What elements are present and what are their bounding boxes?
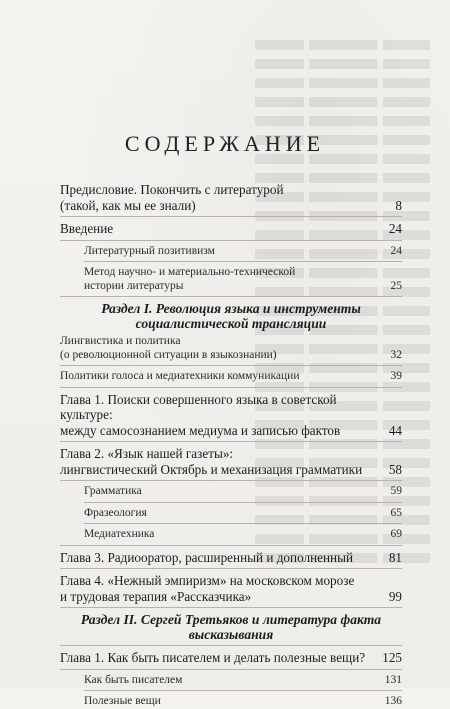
toc-subentry: Метод научно- и материально-технической истории литературы 25 [84, 266, 402, 292]
toc-entry-chapter: Глава 1. Поиски совершенного языка в советской культуре: между самосознанием медиума и записью фактов 44 [60, 391, 402, 438]
divider [60, 441, 402, 442]
divider [84, 502, 402, 503]
divider [84, 523, 402, 524]
divider [60, 545, 402, 546]
divider [84, 690, 402, 691]
toc-page-number: 44 [388, 422, 402, 438]
toc-page-number: 24 [388, 221, 402, 236]
toc-subentry: Лингвистика и политика (о революционной ситуации в языкознании) 32 [60, 335, 402, 361]
toc-subentry: Полезные вещи 136 [84, 695, 402, 707]
divider [60, 480, 402, 481]
divider [60, 607, 402, 608]
toc-entry-chapter: Глава 2. «Язык нашей газеты»: лингвистический Октябрь и механизация грамматики 58 [60, 446, 402, 477]
toc-subentry: Политики голоса и медиатехники коммуникации 39 [60, 370, 402, 382]
toc-page-number: 32 [390, 348, 402, 361]
toc-page-number: 136 [384, 695, 402, 707]
toc-page-number: 39 [390, 370, 402, 382]
toc-page-number: 99 [388, 588, 402, 604]
toc-page-number: 81 [388, 549, 402, 565]
divider [84, 261, 402, 262]
divider [60, 645, 402, 646]
toc-page-number: 69 [390, 528, 402, 540]
toc-page-number: 59 [390, 485, 402, 497]
table-of-contents [60, 182, 402, 709]
toc-entry-preface [60, 182, 402, 213]
toc-entry-chapter: Глава 1. Как быть писателем и делать полезные вещи? 125 [60, 650, 402, 665]
toc-entry-intro: Введение 24 [60, 221, 402, 236]
toc-entry-chapter: Глава 4. «Нежный эмпиризм» на московском морозе и трудовая терапия «Рассказчика» 99 [60, 573, 402, 604]
toc-subentry: Литературный позитивизм 24 [84, 244, 402, 257]
toc-page-number: 8 [395, 197, 402, 213]
toc-page-number: 25 [390, 279, 402, 292]
toc-page-number: 131 [384, 673, 402, 686]
toc-page-number: 24 [390, 244, 402, 257]
section-heading: Раздел II. Сергей Третьяков и литература факта высказывания [80, 612, 382, 642]
divider [60, 365, 402, 366]
toc-subentry: Медиатехника 69 [84, 528, 402, 540]
section-heading: Раздел I. Революция языка и инструменты социалистической трансляции [101, 301, 361, 331]
toc-subentry: Как быть писателем 131 [84, 673, 402, 686]
toc-subentry: Фразеология 65 [84, 506, 402, 519]
divider [60, 240, 402, 241]
divider [60, 387, 402, 388]
toc-entry-title: Предисловие. Покончить с литературой (такой, как мы ее знали) [60, 182, 284, 213]
toc-subentry: Грамматика 59 [84, 485, 402, 497]
toc-page-number: 65 [390, 506, 402, 519]
page-title: СОДЕРЖАНИЕ [124, 131, 326, 156]
divider [60, 216, 402, 217]
divider [60, 669, 402, 670]
divider [60, 296, 402, 297]
toc-page-number: 125 [382, 650, 402, 665]
toc-page-number: 58 [388, 461, 402, 477]
toc-entry-chapter: Глава 3. Радиооратор, расширенный и дополненный 81 [60, 549, 402, 565]
divider [60, 568, 402, 569]
